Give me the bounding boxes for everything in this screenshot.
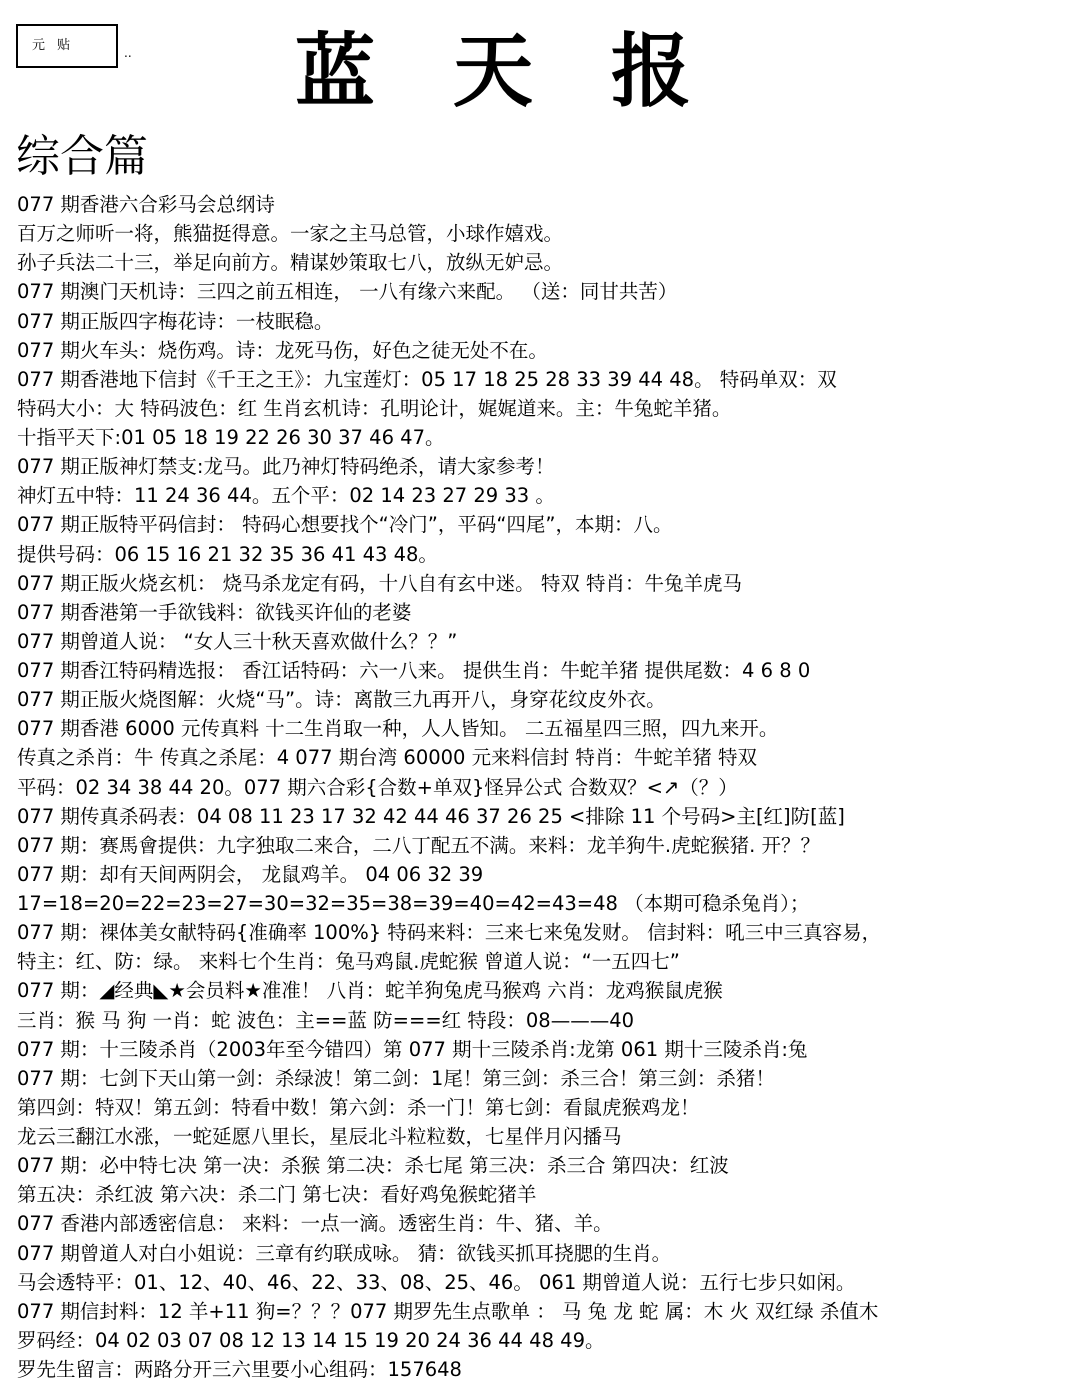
- text-line: 三肖：猴 马 狗 一肖：蛇 波色：主==蓝 防===红 特段：08———40: [17, 1008, 635, 1032]
- text-line: 077 期：裸体美女献特码{准确率 100%} 特码来料：三来七来兔发财。 信封料：吼三中三真容易，: [17, 921, 882, 945]
- header-stamp-dots: ..: [124, 46, 132, 60]
- text-line: 17=18=20=22=23=27=30=32=35=38=39=40=42=43=48 （本期可稳杀兔肖）；: [17, 892, 810, 915]
- text-line: 077 期正版四字梅花诗：一枝眠稳。: [17, 309, 334, 333]
- text-line: 077 期曾道人对白小姐说：三章有约联成咏。 猜：欲钱买抓耳挠腮的生肖。: [17, 1241, 672, 1265]
- text-line: 077 期香江特码精选报： 香江话特码：六一八来。 提供生肖：牛蛇羊猪 提供尾数：4 6 8 0: [17, 659, 811, 682]
- text-line: 077 期：七剑下天山第一剑：杀绿波！第二剑：1尾！第三剑：杀三合！第三剑：杀猪！: [17, 1066, 775, 1090]
- text-line: 提供号码：06 15 16 21 32 35 36 41 43 48。: [17, 542, 438, 566]
- text-line: 077 期：十三陵杀肖（2003年至今错四）第 077 期十三陵杀肖:龙第 061 期十三陵杀肖:兔: [17, 1037, 808, 1061]
- text-line: 077 期火车头：烧伤鸡。诗：龙死马伤，好色之徒无处不在。: [17, 338, 548, 362]
- text-line: 077 期正版特平码信封： 特码心想要找个“冷门”，平码“四尾”，本期：八。: [17, 513, 673, 537]
- text-line: 077 期澳门天机诗：三四之前五相连， 一八有缘六来配。 （送：同甘共苦）: [17, 280, 678, 304]
- header-stamp-box: 元 贴: [16, 24, 118, 68]
- newspaper-title: 蓝天报: [295, 24, 769, 118]
- text-line: 孙子兵法二十三，举足向前方。精谋妙策取七八，放纵无妒忌。: [17, 251, 564, 275]
- text-line: 平码：02 34 38 44 20。077 期六合彩{合数+单双}怪异公式 合数双？<↗（？）: [17, 775, 738, 799]
- text-line: 第五决：杀红波 第六决：杀二门 第七决：看好鸡兔猴蛇猪羊: [17, 1183, 537, 1207]
- text-line: 077 期曾道人说： “女人三十秋天喜欢做什么？？”: [17, 629, 458, 653]
- text-line: 百万之师听一将，熊猫挺得意。一家之主马总管，小球作嬉戏。: [17, 222, 564, 246]
- text-line: 077 期信封料：12 羊+11 狗=？？？077 期罗先生点歌单 ： 马 兔 龙 蛇 属：木 火 双红绿 杀值木: [17, 1299, 879, 1323]
- text-line: 神灯五中特：11 24 36 44。五个平：02 14 23 27 29 33 。: [17, 484, 555, 508]
- text-line: 特主：红、防：绿。 来料七个生肖：兔马鸡鼠.虎蛇猴 曾道人说：“一五四七”: [17, 950, 680, 974]
- text-line: 罗码经：04 02 03 07 08 12 13 14 15 19 20 24 36 44 48 49。: [17, 1328, 605, 1352]
- text-line: 077 期：必中特七决 第一决：杀猴 第二决：杀七尾 第三决：杀三合 第四决：红波: [17, 1154, 729, 1178]
- text-line: 龙云三翻江水涨，一蛇延愿八里长，星辰北斗粒粒数，七星伴月闪播马: [17, 1125, 622, 1148]
- text-line: 077 期香港地下信封《千王之王》：九宝莲灯：05 17 18 25 28 33 39 44 48。 特码单双：双: [17, 367, 837, 391]
- text-line: 特码大小：大 特码波色：红 生肖玄机诗：孔明论计，娓娓道来。主：牛兔蛇羊猪。: [17, 396, 732, 420]
- text-line: 077 期：赛馬會提供：九字独取二来合，二八丁配五不满。来料：龙羊狗牛.虎蛇猴猪. 开？？: [17, 833, 821, 857]
- text-line: 077 期：◢经典◣★会员料★准准！ 八肖：蛇羊狗兔虎马猴鸡 六肖：龙鸡猴鼠虎猴: [17, 979, 723, 1003]
- text-line: 第四剑：特双！第五剑：特看中数！第六剑：杀一门！第七剑：看鼠虎猴鸡龙！: [17, 1095, 700, 1119]
- text-line: 传真之杀肖：牛 传真之杀尾：4 077 期台湾 60000 元来料信封 特肖：牛蛇羊猪 特双: [17, 746, 758, 770]
- text-line: 077 期香港 6000 元传真料 十二生肖取一种，人人皆知。 二五福星四三照，四九来开。: [17, 717, 779, 741]
- text-line: 马会透特平：01、12、40、46、22、33、08、25、46。 061 期曾道人说：五行七步只如闲。: [17, 1270, 856, 1294]
- text-line: 十指平天下:01 05 18 19 22 26 30 37 46 47。: [17, 426, 445, 449]
- text-line: 077 期：却有天间两阴会， 龙鼠鸡羊。 04 06 32 39: [17, 862, 484, 886]
- text-line: 罗先生留言：两路分开三六里要小心组码：157648: [17, 1358, 462, 1381]
- text-line: 077 期正版神灯禁支:龙马。此乃神灯特码绝杀，请大家参考！: [17, 455, 555, 479]
- text-line: 077 期香港第一手欲钱料：欲钱买许仙的老婆: [17, 600, 412, 624]
- section-title: 综合篇: [16, 131, 148, 182]
- text-line: 077 期传真杀码表：04 08 11 23 17 32 42 44 46 37 26 25 <排除 11 个号码>主[红]防[蓝]: [17, 804, 845, 828]
- text-line: 077 期正版火烧图解：火烧“马”。诗：离散三九再开八，身穿花纹皮外衣。: [17, 688, 666, 712]
- text-line: 077 期香港六合彩马会总纲诗: [17, 193, 275, 216]
- content-lines: [17, 190, 1062, 1384]
- text-line: 077 期正版火烧玄机： 烧马杀龙定有码，十八自有玄中迷。 特双 特肖：牛兔羊虎马: [17, 571, 743, 595]
- text-line: 077 香港内部透密信息： 来料：一点一滴。透密生肖：牛、猪、羊。: [17, 1212, 613, 1236]
